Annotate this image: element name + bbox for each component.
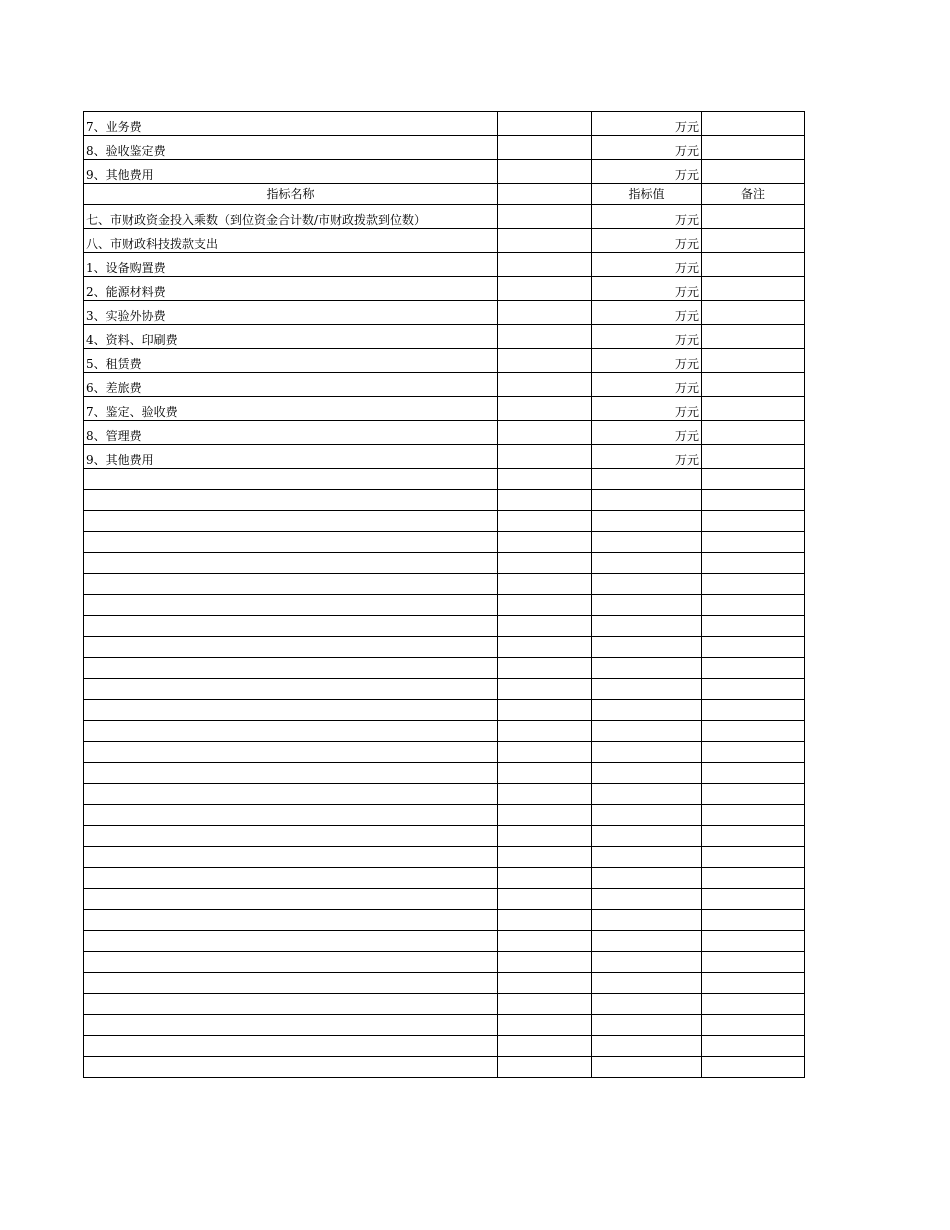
cell-item-name[interactable] [84,637,498,658]
cell-blank[interactable] [498,1057,592,1078]
table-row [84,229,805,253]
cell-unit[interactable] [592,658,702,679]
cell-blank[interactable] [498,931,592,952]
cell-item-name[interactable] [84,910,498,931]
table-row [84,253,805,277]
empty-table-row [84,700,805,721]
cell-note[interactable] [702,889,805,910]
cell-note[interactable] [702,1057,805,1078]
cell-note[interactable] [702,469,805,490]
cell-item-name[interactable] [84,679,498,700]
cell-note[interactable] [702,658,805,679]
cell-unit[interactable]: 万元 [592,229,702,253]
cell-note[interactable] [702,784,805,805]
cell-blank[interactable] [498,469,592,490]
cell-note[interactable] [702,868,805,889]
cell-item-name[interactable]: 七、市财政资金投入乘数（到位资金合计数/市财政拨款到位数） [84,205,498,229]
cell-blank[interactable] [498,868,592,889]
cell-note[interactable] [702,253,805,277]
cell-note[interactable] [702,421,805,445]
cell-item-name[interactable] [84,826,498,847]
empty-table-row [84,805,805,826]
cell-unit[interactable] [592,1057,702,1078]
empty-table-row [84,973,805,994]
table-row [84,301,805,325]
empty-table-row [84,847,805,868]
cell-note[interactable] [702,805,805,826]
cell-item-name[interactable] [84,931,498,952]
cell-unit[interactable]: 万元 [592,112,702,136]
cell-note[interactable] [702,229,805,253]
cell-note[interactable] [702,721,805,742]
cell-unit[interactable]: 万元 [592,349,702,373]
cell-unit[interactable] [592,679,702,700]
cell-item-name[interactable]: 8、验收鉴定费 [84,136,498,160]
table-row [84,397,805,421]
table-row [84,349,805,373]
cell-unit[interactable] [592,700,702,721]
cell-blank[interactable] [498,1036,592,1057]
empty-table-row [84,469,805,490]
empty-table-row [84,574,805,595]
cell-unit[interactable] [592,868,702,889]
cell-blank[interactable] [498,910,592,931]
cell-blank[interactable] [498,1015,592,1036]
cell-note[interactable] [702,445,805,469]
cell-unit[interactable] [592,1015,702,1036]
empty-table-row [84,763,805,784]
cell-note[interactable] [702,616,805,637]
cell-note[interactable] [702,910,805,931]
cell-note[interactable] [702,553,805,574]
cell-note[interactable] [702,826,805,847]
cell-unit[interactable]: 万元 [592,205,702,229]
cell-unit[interactable] [592,637,702,658]
cell-item-name[interactable]: 7、业务费 [84,112,498,136]
cell-note[interactable] [702,595,805,616]
cell-unit[interactable] [592,469,702,490]
empty-table-row [84,994,805,1015]
cell-blank[interactable] [498,952,592,973]
cell-note[interactable] [702,160,805,184]
cell-item-name[interactable] [84,532,498,553]
cell-note[interactable] [702,973,805,994]
cell-unit[interactable] [592,763,702,784]
empty-table-row [84,658,805,679]
cell-note[interactable] [702,952,805,973]
cell-note[interactable] [702,277,805,301]
cell-blank[interactable] [498,889,592,910]
cell-unit[interactable] [592,889,702,910]
cell-blank[interactable] [498,721,592,742]
cell-blank[interactable] [498,136,592,160]
cell-item-name[interactable] [84,616,498,637]
table-row [84,112,805,136]
cell-blank[interactable] [498,253,592,277]
cell-blank[interactable] [498,637,592,658]
cell-item-name[interactable] [84,721,498,742]
header-note[interactable]: 备注 [702,184,805,205]
cell-unit[interactable]: 万元 [592,421,702,445]
empty-table-row [84,511,805,532]
cell-blank[interactable] [498,445,592,469]
cell-note[interactable] [702,490,805,511]
cell-note[interactable] [702,325,805,349]
cell-unit[interactable] [592,1036,702,1057]
table-row [84,160,805,184]
cell-note[interactable] [702,574,805,595]
cell-blank[interactable] [498,373,592,397]
cell-blank[interactable] [498,616,592,637]
cell-blank[interactable] [498,679,592,700]
header-indicator-value[interactable]: 指标值 [592,184,702,205]
cell-item-name[interactable]: 1、设备购置费 [84,253,498,277]
table-row [84,325,805,349]
cell-item-name[interactable]: 6、差旅费 [84,373,498,397]
empty-table-row [84,679,805,700]
cell-unit[interactable] [592,931,702,952]
table-row [84,136,805,160]
cell-item-name[interactable] [84,700,498,721]
cell-note[interactable] [702,136,805,160]
cell-unit[interactable]: 万元 [592,160,702,184]
cell-note[interactable] [702,112,805,136]
cell-blank[interactable] [498,301,592,325]
cell-item-name[interactable]: 8、管理费 [84,421,498,445]
cell-blank[interactable] [498,553,592,574]
cell-unit[interactable]: 万元 [592,445,702,469]
cell-blank[interactable] [498,994,592,1015]
cell-item-name[interactable]: 9、其他费用 [84,160,498,184]
cell-blank[interactable] [498,532,592,553]
empty-table-row [84,637,805,658]
empty-table-row [84,721,805,742]
cell-note[interactable] [702,679,805,700]
empty-table-row [84,1057,805,1078]
empty-table-row [84,784,805,805]
cell-unit[interactable]: 万元 [592,325,702,349]
cell-blank[interactable] [498,826,592,847]
cell-note[interactable] [702,742,805,763]
cell-note[interactable] [702,511,805,532]
table-row [84,373,805,397]
indicator-table-body [84,112,805,1078]
cell-note[interactable] [702,373,805,397]
cell-note[interactable] [702,847,805,868]
cell-item-name[interactable]: 2、能源材料费 [84,277,498,301]
header-blank[interactable] [498,184,592,205]
table-row [84,421,805,445]
empty-table-row [84,616,805,637]
cell-item-name[interactable] [84,763,498,784]
cell-unit[interactable] [592,826,702,847]
cell-item-name[interactable]: 9、其他费用 [84,445,498,469]
cell-blank[interactable] [498,847,592,868]
empty-table-row [84,826,805,847]
cell-item-name[interactable]: 八、市财政科技拨款支出 [84,229,498,253]
cell-blank[interactable] [498,490,592,511]
empty-table-row [84,910,805,931]
cell-blank[interactable] [498,763,592,784]
cell-item-name[interactable] [84,805,498,826]
cell-item-name[interactable] [84,889,498,910]
cell-blank[interactable] [498,325,592,349]
cell-unit[interactable] [592,952,702,973]
cell-item-name[interactable] [84,952,498,973]
cell-blank[interactable] [498,229,592,253]
cell-unit[interactable] [592,553,702,574]
empty-table-row [84,889,805,910]
cell-blank[interactable] [498,595,592,616]
cell-note[interactable] [702,205,805,229]
empty-table-row [84,952,805,973]
cell-unit[interactable] [592,490,702,511]
cell-unit[interactable] [592,721,702,742]
cell-unit[interactable] [592,616,702,637]
cell-note[interactable] [702,532,805,553]
cell-item-name[interactable] [84,1036,498,1057]
cell-item-name[interactable] [84,490,498,511]
cell-blank[interactable] [498,973,592,994]
cell-blank[interactable] [498,112,592,136]
empty-table-row [84,532,805,553]
cell-item-name[interactable] [84,469,498,490]
cell-item-name[interactable] [84,1015,498,1036]
cell-blank[interactable] [498,511,592,532]
cell-item-name[interactable]: 7、鉴定、验收费 [84,397,498,421]
cell-unit[interactable]: 万元 [592,373,702,397]
empty-table-row [84,742,805,763]
empty-table-row [84,490,805,511]
table-row [84,445,805,469]
empty-table-row [84,1036,805,1057]
cell-blank[interactable] [498,397,592,421]
cell-item-name[interactable] [84,742,498,763]
table-row [84,205,805,229]
cell-blank[interactable] [498,742,592,763]
cell-note[interactable] [702,763,805,784]
cell-blank[interactable] [498,421,592,445]
cell-item-name[interactable]: 3、实验外协费 [84,301,498,325]
cell-unit[interactable] [592,784,702,805]
cell-item-name[interactable] [84,1057,498,1078]
cell-item-name[interactable] [84,973,498,994]
empty-table-row [84,553,805,574]
cell-unit[interactable]: 万元 [592,277,702,301]
cell-unit[interactable] [592,994,702,1015]
cell-note[interactable] [702,1015,805,1036]
empty-table-row [84,931,805,952]
cell-note[interactable] [702,1036,805,1057]
cell-unit[interactable]: 万元 [592,136,702,160]
cell-note[interactable] [702,637,805,658]
cell-unit[interactable] [592,805,702,826]
cell-blank[interactable] [498,784,592,805]
cell-note[interactable] [702,994,805,1015]
cell-blank[interactable] [498,574,592,595]
empty-table-row [84,1015,805,1036]
empty-table-row [84,595,805,616]
cell-blank[interactable] [498,805,592,826]
cell-note[interactable] [702,349,805,373]
empty-table-row [84,868,805,889]
cell-unit[interactable] [592,742,702,763]
cell-item-name[interactable] [84,994,498,1015]
cell-blank[interactable] [498,700,592,721]
header-indicator-name[interactable]: 指标名称 [84,184,498,205]
cell-unit[interactable]: 万元 [592,397,702,421]
cell-blank[interactable] [498,277,592,301]
cell-item-name[interactable] [84,574,498,595]
cell-item-name[interactable] [84,595,498,616]
cell-item-name[interactable]: 4、资料、印刷费 [84,325,498,349]
cell-item-name[interactable] [84,784,498,805]
cell-item-name[interactable] [84,847,498,868]
cell-unit[interactable] [592,532,702,553]
cell-blank[interactable] [498,658,592,679]
cell-item-name[interactable] [84,868,498,889]
cell-unit[interactable] [592,847,702,868]
cell-unit[interactable] [592,595,702,616]
cell-blank[interactable] [498,349,592,373]
cell-blank[interactable] [498,205,592,229]
cell-blank[interactable] [498,160,592,184]
cell-unit[interactable] [592,910,702,931]
cell-item-name[interactable] [84,553,498,574]
cell-item-name[interactable]: 5、租赁费 [84,349,498,373]
table-header-row [84,184,805,205]
cell-note[interactable] [702,700,805,721]
cell-note[interactable] [702,301,805,325]
table-row [84,277,805,301]
indicator-table [83,111,805,1078]
cell-item-name[interactable] [84,511,498,532]
cell-unit[interactable] [592,574,702,595]
cell-item-name[interactable] [84,658,498,679]
cell-unit[interactable]: 万元 [592,301,702,325]
cell-note[interactable] [702,397,805,421]
cell-unit[interactable] [592,973,702,994]
cell-unit[interactable] [592,511,702,532]
cell-note[interactable] [702,931,805,952]
cell-unit[interactable]: 万元 [592,253,702,277]
